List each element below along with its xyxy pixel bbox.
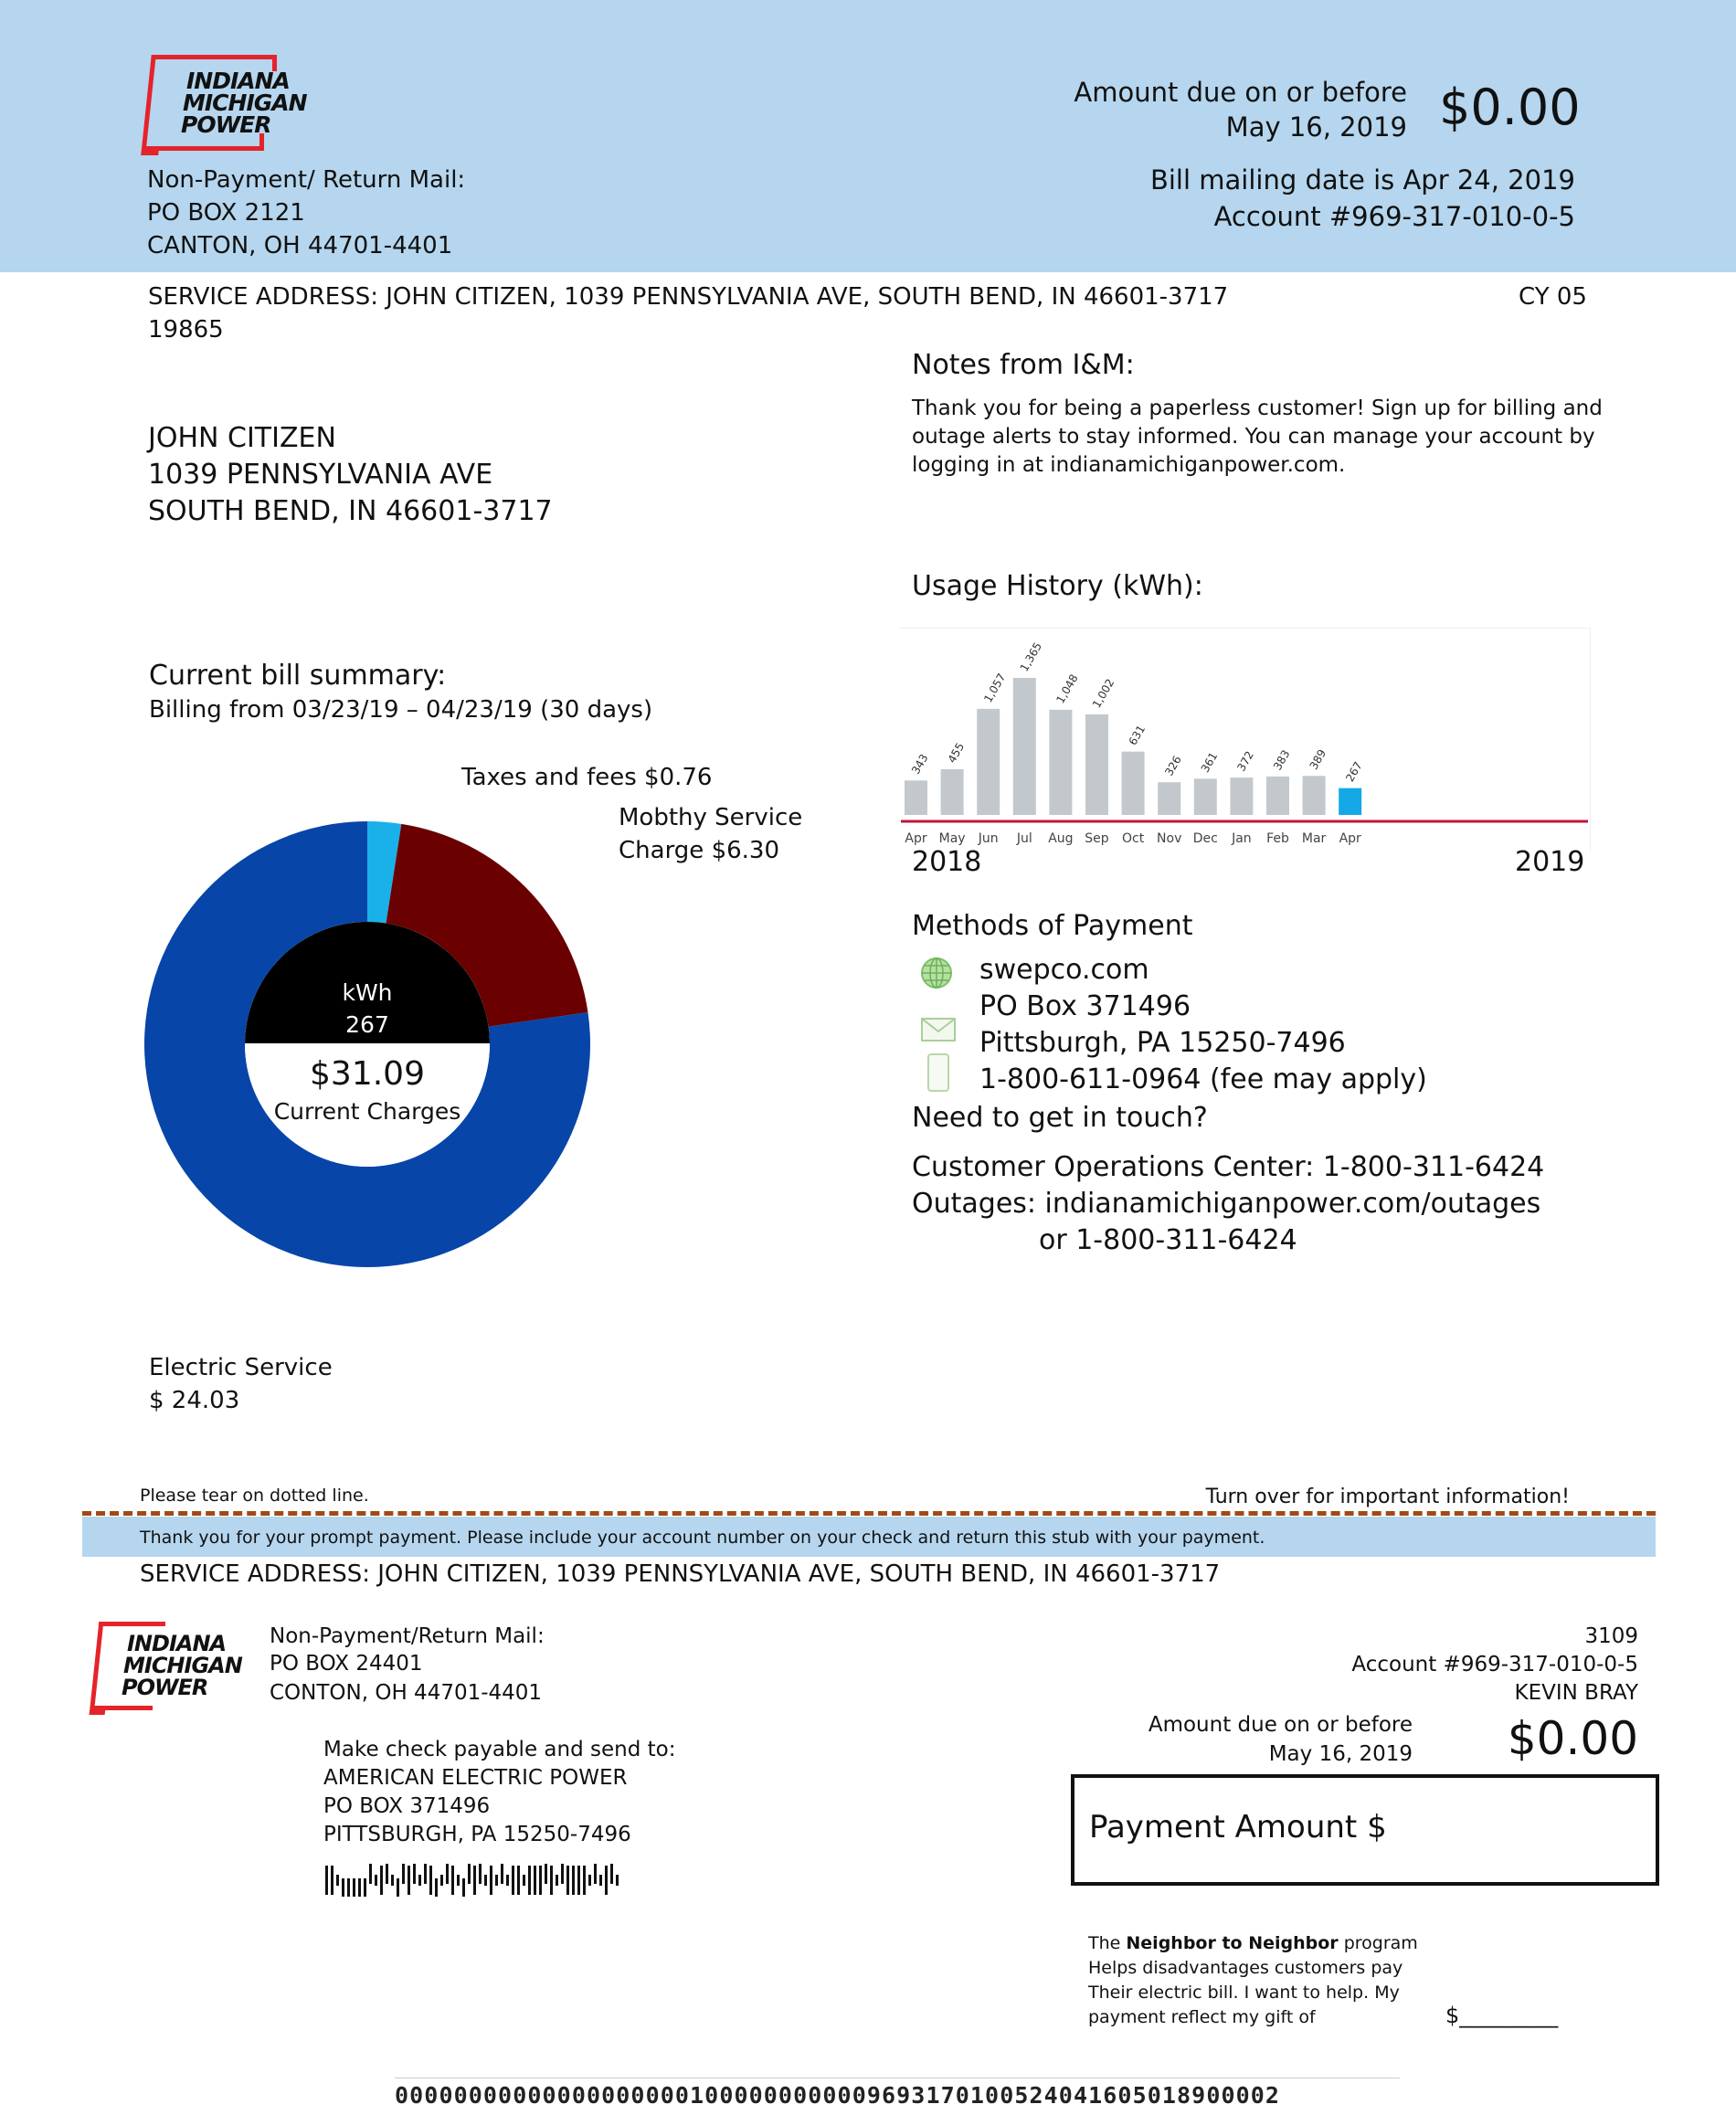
amount-due-date: May 16, 2019 (1225, 111, 1407, 143)
usage-month-label: Jul (1016, 831, 1032, 846)
account-number: Account #969-317-010-0-5 (1213, 201, 1575, 232)
usage-bar (1158, 782, 1180, 815)
usage-bar-value: 383 (1270, 747, 1293, 773)
usage-month-label: Apr (1339, 831, 1361, 846)
amount-due-label: Amount due on or before (1074, 77, 1407, 108)
usage-bar (1230, 777, 1253, 815)
payee-city: PITTSBURGH, PA 15250-7496 (323, 1823, 631, 1846)
electric-service-label: Electric Service (149, 1354, 333, 1381)
barcode-bar (495, 1875, 498, 1886)
barcode-bar (402, 1864, 405, 1884)
taxes-label: Taxes and fees $0.76 (461, 764, 713, 791)
barcode-bar (424, 1864, 427, 1884)
stub-return-mail-label: Non-Payment/Return Mail: (270, 1624, 545, 1648)
stub-amount-due-value: $0.00 (1507, 1712, 1638, 1765)
usage-bar-value: 631 (1126, 723, 1149, 748)
stub-company-logo (94, 1622, 268, 1709)
logo-word-1: INDIANA (186, 68, 290, 94)
barcode-bar (490, 1866, 492, 1895)
monthly-charge-label-2: Charge $6.30 (619, 837, 779, 864)
usage-bar-value: 326 (1162, 753, 1184, 778)
usage-month-label: May (938, 831, 966, 846)
barcode-bar (369, 1864, 372, 1884)
usage-bar-value: 389 (1307, 746, 1329, 772)
payment-po-box: PO Box 371496 (979, 990, 1191, 1022)
barcode-bar (588, 1875, 591, 1886)
barcode-bar (446, 1864, 449, 1884)
payment-methods-title: Methods of Payment (912, 910, 1193, 942)
neighbor-line: payment reflect my gift of (1088, 2007, 1316, 2027)
micr-line: 000000000000000000001000000000009693170100524041605018900002 (395, 2078, 1400, 2115)
usage-bar (977, 709, 1000, 815)
usage-month-label: Nov (1157, 831, 1182, 846)
barcode-bar (523, 1875, 525, 1886)
usage-bar-value: 267 (1343, 759, 1365, 785)
stub-code: 3109 (1584, 1624, 1638, 1648)
barcode-bar (435, 1878, 438, 1897)
usage-month-label: Jun (978, 831, 999, 846)
notes-line: logging in at indianamichiganpower.com. (912, 453, 1346, 477)
return-mail-po: PO BOX 2121 (147, 199, 305, 227)
payment-phone: 1-800-611-0964 (fee may apply) (979, 1063, 1427, 1095)
barcode-bar (528, 1866, 531, 1895)
contact-title: Need to get in touch? (912, 1102, 1208, 1134)
notes-line: Thank you for being a paperless customer! Sign up for billing and (912, 397, 1603, 420)
barcode-bar (347, 1878, 350, 1897)
barcode-bar (484, 1875, 487, 1886)
usage-bar-chart (899, 628, 1590, 851)
payee-po: PO BOX 371496 (323, 1794, 491, 1818)
usage-month-label: Jan (1232, 831, 1252, 846)
usage-bar (1266, 777, 1289, 815)
logo-bracket-top (100, 1622, 165, 1626)
outages-phone: or 1-800-311-6424 (1039, 1224, 1297, 1256)
usage-bar (1085, 714, 1108, 815)
return-mail-label: Non-Payment/ Return Mail: (147, 166, 466, 194)
payment-amount-label: Payment Amount $ (1089, 1809, 1387, 1845)
barcode-bar (462, 1878, 465, 1897)
barcode-bar (512, 1866, 514, 1895)
tear-note: Please tear on dotted line. (140, 1486, 369, 1506)
barcode-bar (534, 1866, 536, 1895)
usage-bar (1049, 710, 1072, 815)
barcode-bar (375, 1875, 377, 1886)
barcode-bar (336, 1875, 339, 1886)
barcode-bar (577, 1866, 580, 1895)
barcode-bar (413, 1864, 416, 1884)
bill-donut-chart (137, 804, 649, 1316)
notes-line: outage alerts to stay informed. You can manage your account by (912, 425, 1595, 449)
phone-icon (926, 1052, 950, 1093)
barcode-bar (561, 1864, 564, 1884)
barcode-bar (473, 1866, 476, 1895)
payment-amount-box[interactable] (1071, 1774, 1659, 1886)
customer-name: JOHN CITIZEN (148, 422, 336, 454)
usage-bar (1194, 778, 1217, 815)
stub-account: Account #969-317-010-0-5 (1351, 1653, 1638, 1676)
gift-amount-field[interactable]: $_________ (1445, 2003, 1559, 2028)
usage-bar (941, 769, 964, 815)
barcode-bar (429, 1866, 432, 1895)
barcode-bar (418, 1875, 421, 1886)
kwh-label: kWh (342, 979, 393, 1006)
turn-over-note: Turn over for important information! (1205, 1486, 1570, 1508)
barcode-bar (397, 1878, 399, 1897)
logo-word-3: POWER (181, 111, 271, 138)
neighbor-prefix: The (1088, 1933, 1127, 1953)
barcode-bar (583, 1866, 586, 1895)
usage-month-label: Feb (1266, 831, 1289, 846)
usage-bar-value: 1,002 (1089, 676, 1117, 711)
logo-bracket-bottom (144, 146, 263, 151)
summary-title: Current bill summary: (149, 660, 447, 692)
tear-dotted-line (82, 1511, 1656, 1516)
payable-label: Make check payable and send to: (323, 1738, 676, 1761)
current-charges-label: Current Charges (273, 1098, 461, 1125)
current-charges-total: $31.09 (310, 1055, 425, 1093)
globe-icon (918, 955, 955, 991)
payee-name: AMERICAN ELECTRIC POWER (323, 1766, 628, 1790)
barcode-bar (331, 1866, 333, 1895)
usage-title: Usage History (kWh): (912, 570, 1203, 602)
usage-bar-value: 1,057 (981, 671, 1009, 705)
barcode-bar (506, 1875, 509, 1886)
usage-bar-value: 372 (1234, 748, 1256, 774)
payment-web[interactable]: swepco.com (979, 954, 1149, 986)
usage-bar (1122, 752, 1145, 815)
barcode-bar (380, 1866, 383, 1895)
notes-title: Notes from I&M: (912, 349, 1135, 381)
logo-bracket (90, 1622, 115, 1715)
usage-month-label: Sep (1085, 831, 1109, 846)
barcode-bar (391, 1875, 394, 1886)
usage-bar-value: 1,365 (1017, 640, 1045, 674)
usage-month-label: Aug (1048, 831, 1074, 846)
electric-service-value: $ 24.03 (149, 1387, 240, 1414)
logo-word-1: INDIANA (127, 1631, 227, 1656)
service-code: 19865 (148, 316, 224, 344)
barcode-bar (353, 1878, 355, 1897)
customer-street: 1039 PENNSYLVANIA AVE (148, 459, 493, 491)
barcode-bar (440, 1875, 443, 1886)
barcode-bar (358, 1878, 361, 1897)
neighbor-program-name: Neighbor to Neighbor (1126, 1933, 1339, 1953)
bill-mailing-date: Bill mailing date is Apr 24, 2019 (1149, 164, 1575, 196)
neighbor-line: Their electric bill. I want to help. My (1088, 1983, 1400, 2003)
logo-word-2: MICHIGAN (183, 90, 307, 116)
logo-bracket-top (152, 55, 276, 59)
usage-month-label: Mar (1301, 831, 1327, 846)
stub-service-address: SERVICE ADDRESS: JOHN CITIZEN, 1039 PENNSYLVANIA AVE, SOUTH BEND, IN 46601-3717 (140, 1560, 1221, 1588)
neighbor-suffix: program (1338, 1933, 1418, 1953)
return-mail-city: CANTON, OH 44701-4401 (147, 232, 453, 259)
kwh-value: 267 (345, 1011, 389, 1038)
usage-bar (905, 780, 927, 815)
stub-amount-due-label: Amount due on or before (1148, 1713, 1413, 1737)
payment-city: Pittsburgh, PA 15250-7496 (979, 1027, 1346, 1059)
usage-bar-value: 343 (908, 751, 931, 777)
year-end-label: 2019 (1515, 846, 1585, 878)
neighbor-line: Helps disadvantages customers pay (1088, 1958, 1403, 1978)
barcode-bar (539, 1866, 542, 1895)
barcode-bar (479, 1864, 482, 1884)
barcode-bar (545, 1864, 547, 1884)
barcode-bar (566, 1866, 569, 1895)
barcode-bar (594, 1864, 597, 1884)
barcode-bar (599, 1875, 602, 1886)
usage-bar-value: 455 (945, 740, 968, 766)
barcode-bar (468, 1864, 471, 1884)
outages-link[interactable]: Outages: indianamichiganpower.com/outages (912, 1188, 1541, 1220)
postal-barcode (325, 1864, 784, 1897)
usage-month-label: Apr (905, 831, 927, 846)
usage-bar-value: 361 (1198, 749, 1221, 775)
usage-month-label: Oct (1121, 831, 1145, 846)
barcode-bar (451, 1866, 454, 1895)
customer-city: SOUTH BEND, IN 46601-3717 (148, 495, 553, 527)
service-address: SERVICE ADDRESS: JOHN CITIZEN, 1039 PENNSYLVANIA AVE, SOUTH BEND, IN 46601-3717 (148, 283, 1229, 311)
barcode-bar (408, 1866, 410, 1895)
usage-bar (1013, 678, 1036, 815)
billing-period: Billing from 03/23/19 – 04/23/19 (30 days) (149, 696, 653, 724)
barcode-bar (517, 1866, 520, 1895)
stub-return-mail-po: PO BOX 24401 (270, 1652, 423, 1676)
barcode-bar (572, 1866, 575, 1895)
logo-word-2: MICHIGAN (123, 1653, 242, 1678)
usage-bar (1303, 776, 1326, 815)
usage-bar (1339, 788, 1361, 815)
barcode-bar (325, 1866, 328, 1895)
usage-bar-value: 1,048 (1053, 672, 1081, 706)
customer-operations: Customer Operations Center: 1-800-311-6424 (912, 1151, 1545, 1183)
barcode-bar (364, 1878, 366, 1897)
stub-amount-due-date: May 16, 2019 (1268, 1742, 1413, 1766)
amount-due-value: $0.00 (1439, 79, 1581, 136)
barcode-bar (616, 1875, 619, 1886)
barcode-bar (386, 1864, 388, 1884)
usage-month-label: Dec (1192, 831, 1218, 846)
logo-word-3: POWER (122, 1675, 208, 1700)
barcode-bar (556, 1875, 558, 1886)
monthly-charge-label-1: Mobthy Service (619, 804, 803, 831)
barcode-bar (610, 1864, 613, 1884)
neighbor-line-1 (1088, 1933, 1418, 1953)
year-start-label: 2018 (912, 846, 982, 878)
barcode-bar (342, 1878, 344, 1897)
cycle-code: CY 05 (1519, 283, 1587, 311)
barcode-bar (501, 1864, 503, 1884)
stub-customer-name: KEVIN BRAY (1514, 1681, 1638, 1705)
thanks-note: Thank you for your prompt payment. Please include your account number on your check and return this stub with your payment. (140, 1528, 1265, 1548)
stub-return-mail-city: CONTON, OH 44701-4401 (270, 1681, 543, 1705)
barcode-bar (550, 1866, 553, 1895)
barcode-bar (457, 1875, 460, 1886)
company-logo (146, 55, 329, 151)
logo-bracket-bottom (92, 1706, 153, 1710)
barcode-bar (605, 1866, 608, 1895)
envelope-icon (921, 1018, 956, 1042)
